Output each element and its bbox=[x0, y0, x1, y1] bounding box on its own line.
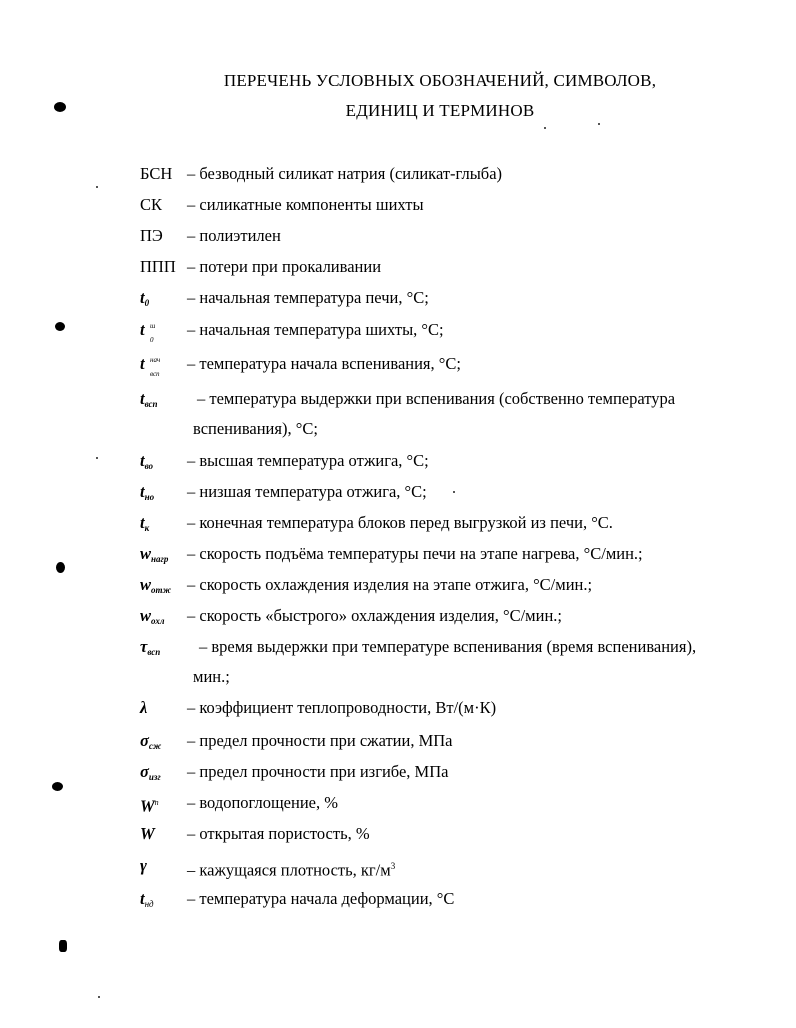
description: – время выдержки при температуре вспенивания (время вспенивания), bbox=[199, 637, 697, 656]
symbol: t ш 0 bbox=[140, 320, 156, 344]
symbol: t0 bbox=[140, 288, 150, 308]
description: – открытая пористость, % bbox=[187, 824, 370, 843]
symbol: tно bbox=[140, 482, 155, 502]
symbol: σсж bbox=[140, 731, 162, 751]
description-continued: мин.; bbox=[193, 667, 230, 686]
description: – полиэтилен bbox=[187, 226, 281, 245]
scan-speck bbox=[56, 562, 65, 573]
description: – кажущаяся плотность, $кг/м^3$ bbox=[187, 860, 396, 880]
symbol: ППП bbox=[140, 257, 176, 276]
symbol: $t_{нд}$ bbox=[140, 889, 154, 909]
page-title-line-2: ЕДИНИЦ И ТЕРМИНОВ bbox=[345, 101, 535, 120]
scan-speck bbox=[55, 322, 65, 331]
description: – начальная температура шихты, °С; bbox=[187, 320, 444, 339]
symbol: tво bbox=[140, 451, 153, 471]
symbol: t нач всп bbox=[140, 354, 161, 378]
symbol: tк bbox=[140, 513, 150, 533]
description: – температура начала вспенивания, °С; bbox=[187, 354, 461, 373]
description: – потери при прокаливании bbox=[187, 257, 382, 276]
symbol: ПЭ bbox=[140, 226, 163, 245]
symbol: СК bbox=[140, 195, 163, 214]
symbol: wохл bbox=[140, 606, 165, 626]
description: – скорость подъёма температуры печи на этапе нагрева, °С/мин.; bbox=[187, 544, 643, 563]
symbol: $W^п$ bbox=[140, 796, 159, 816]
symbol: tвсп bbox=[140, 389, 158, 409]
description: – скорость охлаждения изделия на этапе отжига, °С/мин.; bbox=[187, 575, 593, 594]
description: – начальная температура печи, °С; bbox=[187, 288, 429, 307]
description: – температура начала деформации, °С bbox=[187, 889, 455, 908]
description: – высшая температура отжига, °С; bbox=[187, 451, 429, 470]
description: – низшая температура отжига, °С; bbox=[187, 482, 427, 501]
symbol: БСН bbox=[140, 164, 173, 183]
description: – предел прочности при сжатии, МПа bbox=[187, 731, 453, 750]
description: – коэффициент теплопроводности, Вт/(м·К) bbox=[187, 698, 497, 717]
symbol: σизг bbox=[140, 762, 161, 782]
description: – безводный силикат натрия (силикат-глыба) bbox=[187, 164, 503, 183]
scan-speck bbox=[54, 102, 66, 112]
scan-speck bbox=[544, 127, 546, 129]
scan-speck bbox=[96, 186, 98, 188]
symbol: wнагр bbox=[140, 544, 169, 564]
symbol: λ bbox=[140, 698, 148, 717]
scan-speck bbox=[598, 123, 600, 125]
description: – конечная температура блоков перед выгрузкой из печи, °С. bbox=[187, 513, 613, 532]
scan-speck bbox=[98, 996, 100, 998]
description: – водопоглощение, % bbox=[187, 793, 338, 812]
description-continued: вспенивания), °С; bbox=[193, 419, 318, 438]
scan-speck bbox=[52, 782, 63, 791]
description: – предел прочности при изгибе, МПа bbox=[187, 762, 449, 781]
symbol: γ bbox=[140, 856, 147, 875]
symbol: τвсп bbox=[140, 637, 161, 657]
symbol: wотж bbox=[140, 575, 172, 595]
scan-speck bbox=[59, 940, 67, 952]
description: – скорость «быстрого» охлаждения изделия, °С/мин.; bbox=[187, 606, 562, 625]
scan-speck bbox=[96, 457, 98, 459]
description: – температура выдержки при вспенивания (собственно температура bbox=[197, 389, 676, 408]
page-title-line-1: ПЕРЕЧЕНЬ УСЛОВНЫХ ОБОЗНАЧЕНИЙ, СИМВОЛОВ, bbox=[223, 71, 657, 90]
symbol: W bbox=[140, 824, 155, 843]
scan-speck bbox=[453, 491, 455, 493]
description: – силикатные компоненты шихты bbox=[187, 195, 424, 214]
